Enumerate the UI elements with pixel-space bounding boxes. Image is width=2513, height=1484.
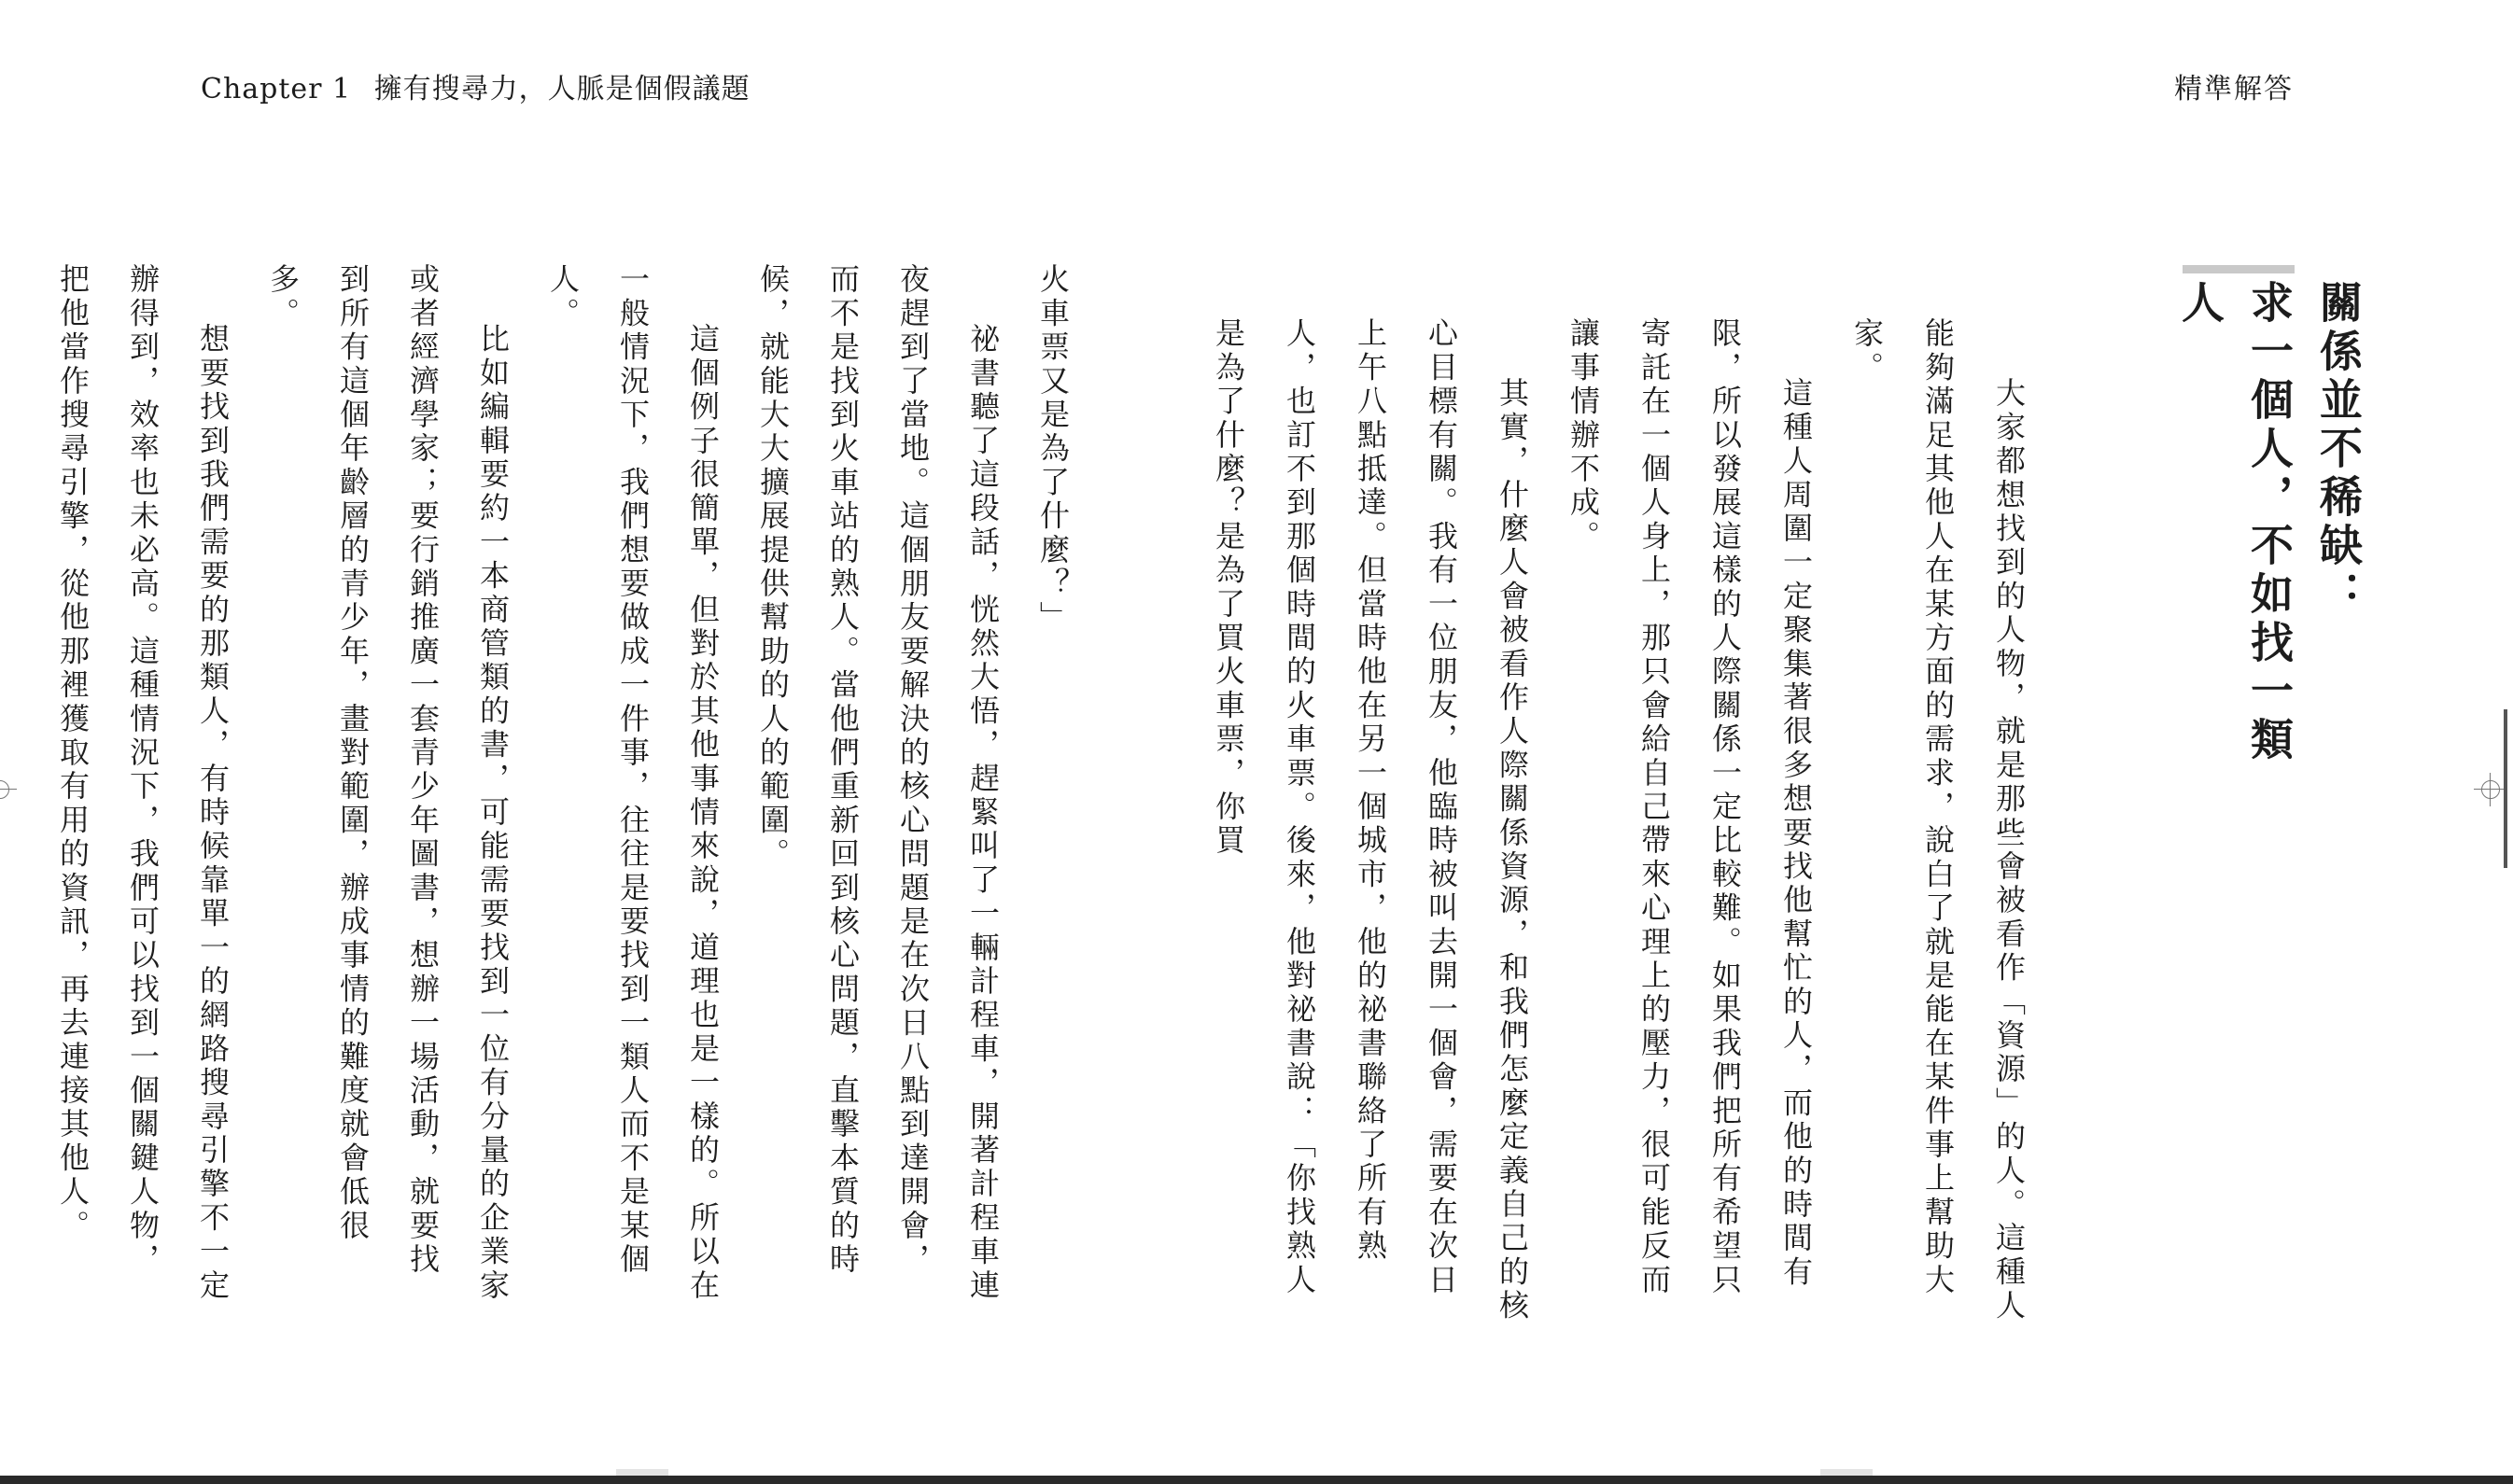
heading-rule — [2183, 265, 2295, 273]
paragraph: 想要找到我們需要的那類人，有時候靠單一的網路搜尋引擎不一定辦得到，效率也未必高。這種情況下，我們可以找到一個關鍵人物，把他當作搜尋引擎，從他那裡獲取有用的資訊，再去連接其他人。 — [55, 263, 231, 1303]
running-head-left — [201, 65, 751, 106]
paragraph: 其實，什麼人會被看作人際關係資源，和我們怎麼定義自己的核心目標有關。我有一位朋友，他臨時被叫去開一個會，需要在次日上午八點抵達。但當時他在另一個城市，他的祕書聯絡了所有熟人，也訂不到那個時間的火車票。後來，他對祕書說：「你找熟人是為了什麼？是為了買火車票，你買 — [1211, 317, 1530, 1323]
paragraph: 火車票又是為了什麼？」 — [1035, 263, 1071, 636]
section-heading — [2166, 280, 2373, 765]
bottom-notch-left — [616, 1469, 668, 1476]
section-title: 精準解答 — [2174, 73, 2294, 105]
heading-line-2: 求一個人，不如找一類人 — [2175, 280, 2295, 765]
paragraph: 這種人周圍一定聚集著很多想要找他幫忙的人，而他的時間有限，所以發展這樣的人際關係一定比較難。如果我們把所有希望只寄託在一個人身上，那只會給自己帶來心理上的壓力，很可能反而讓事情辦不成。 — [1565, 317, 1814, 1297]
chapter-label: Chapter 1 — [201, 73, 352, 105]
left-page-body — [55, 263, 1088, 1309]
crop-mark-left-icon — [0, 773, 17, 806]
page-edge-marker — [2504, 709, 2507, 868]
heading-line-1: 關係並不稀缺： — [2313, 280, 2364, 620]
paragraph: 祕書聽了這段話，恍然大悟，趕緊叫了一輛計程車，開著計程車連夜趕到了當地。這個朋友要解決的核心問題是在次日八點到達開會，而不是找到火車站的熟人。當他們重新回到核心問題，直擊本質的時候，就能大大擴展提供幫助的人的範圍。 — [755, 263, 1001, 1303]
right-page-body — [1211, 317, 2044, 1325]
crop-mark-right-icon — [2474, 773, 2507, 806]
paragraph: 大家都想找到的人物，就是那些會被看作「資源」的人。這種人能夠滿足其他人在某方面的需求，說白了就是能在某件事上幫助大家。 — [1849, 317, 2027, 1323]
paragraph: 這個例子很簡單，但對於其他事情來說，道理也是一樣的。所以在一般情況下，我們想要做成一件事，往往是要找到一類人而不是某個人。 — [545, 263, 721, 1303]
bottom-bar — [0, 1476, 2513, 1484]
paragraph: 比如編輯要約一本商管類的書，可能需要找到一位有分量的企業家或者經濟學家；要行銷推廣一套青少年圖書，想辦一場活動，就要找到所有這個年齡層的青少年，畫對範圍，辦成事情的難度就會低很多。 — [265, 263, 511, 1303]
bottom-notch-right — [1820, 1469, 1873, 1476]
chapter-title: 擁有搜尋力，人脈是個假議題 — [373, 73, 751, 105]
